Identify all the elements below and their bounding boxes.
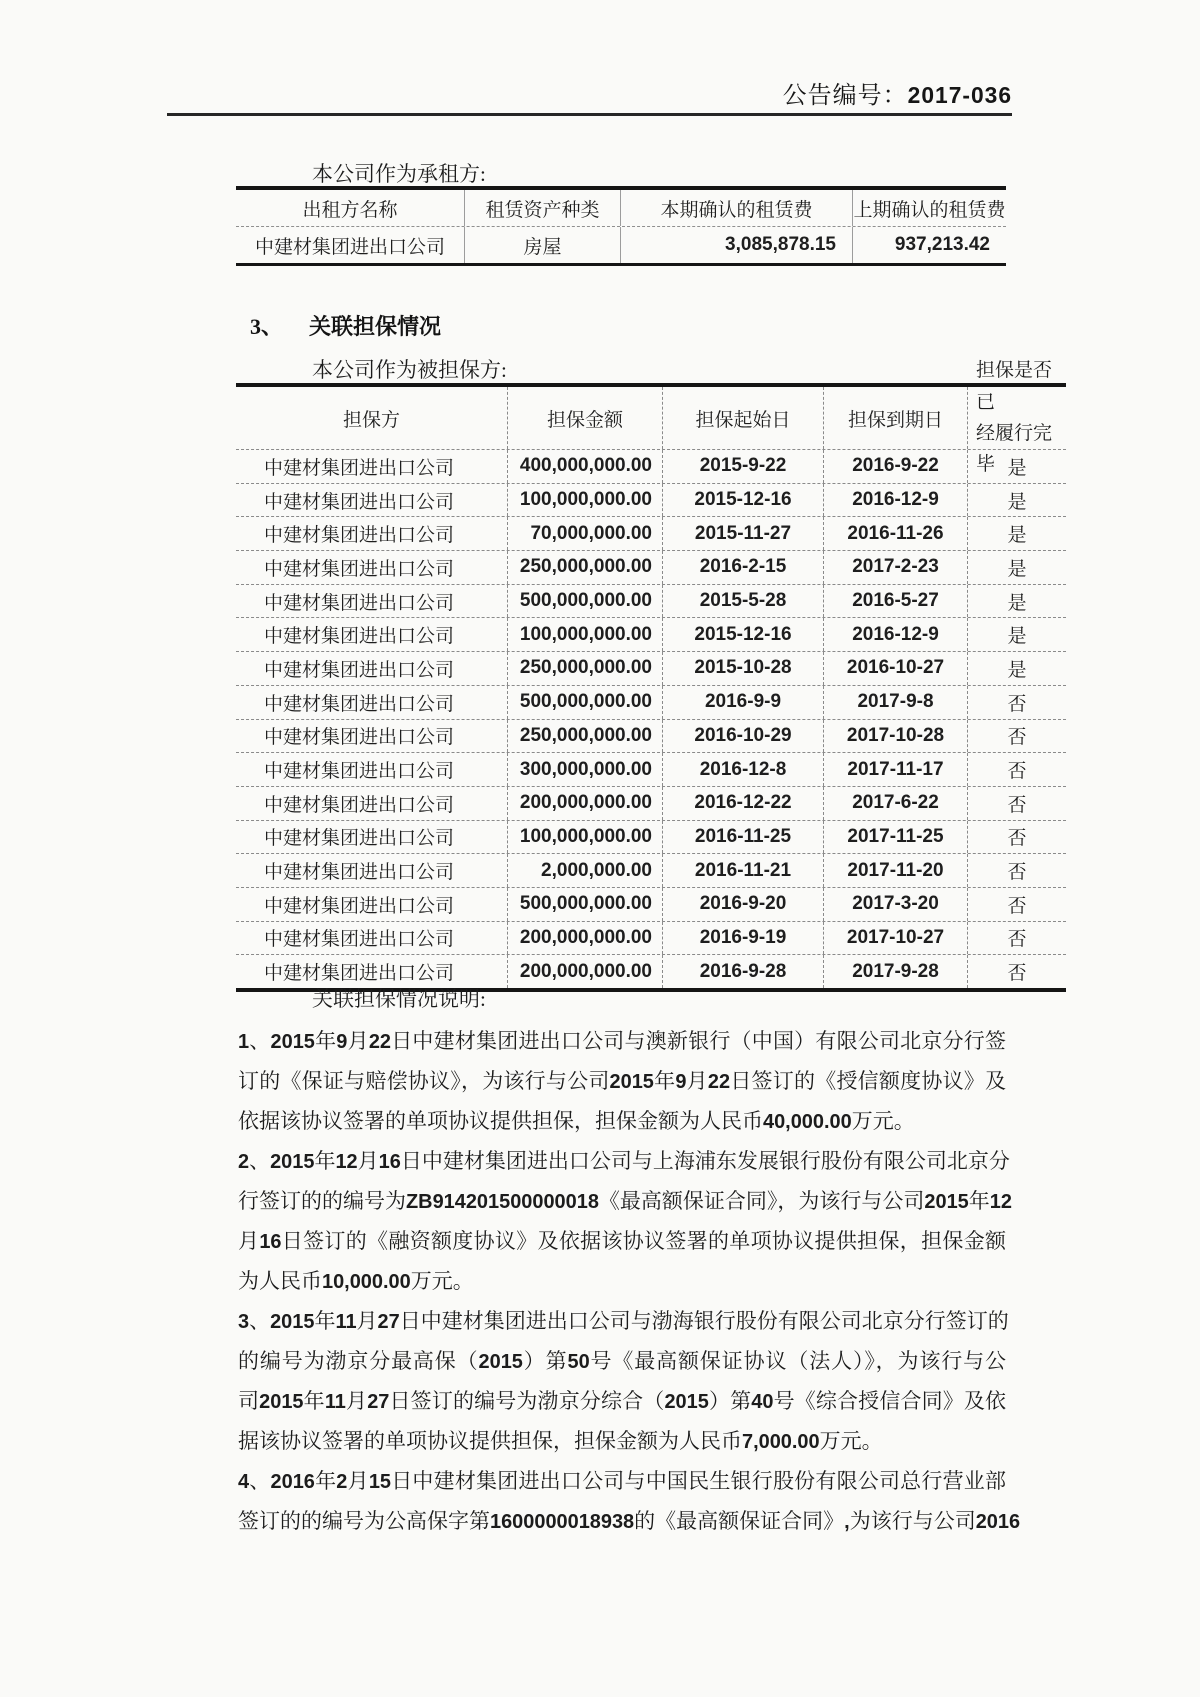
end-date-cell: 2017-10-28	[824, 720, 968, 753]
fulfilled-cell: 是	[1007, 558, 1027, 580]
guarantor-cell: 中建材集团进出口公司	[236, 888, 508, 921]
inline-number: 2016	[975, 1511, 1021, 1533]
note-paragraph-line: 的编号为渤京分最高保（2015）第50号《最高额保证协议（法人）》，为该行与公	[238, 1349, 1007, 1373]
inline-number: 12	[335, 1151, 358, 1173]
fulfilled-cell: 是	[1007, 659, 1027, 681]
guarantor-cell: 中建材集团进出口公司	[236, 787, 508, 820]
table-row	[236, 652, 1066, 686]
start-date-cell: 2016-11-21	[663, 854, 824, 887]
amount-cell: 250,000,000.00	[508, 720, 663, 753]
fulfilled-cell: 否	[1007, 929, 1027, 951]
inline-number: 11	[335, 1311, 357, 1333]
note-paragraph-line: 依据该协议签署的单项协议提供担保，担保金额为人民币40,000.00万元。	[238, 1109, 915, 1133]
table-row	[236, 955, 1066, 988]
fulfilled-cell: 是	[1007, 457, 1027, 479]
guarantor-cell: 中建材集团进出口公司	[236, 517, 508, 550]
start-date-cell: 2015-9-22	[663, 450, 824, 483]
note-paragraph-line: 月16日签订的《融资额度协议》及依据该协议签署的单项协议提供担保，担保金额	[238, 1229, 1007, 1253]
inline-number: 10,000.00	[322, 1271, 411, 1293]
inline-number: 22	[368, 1031, 391, 1053]
fulfilled-cell: 否	[1007, 761, 1027, 783]
inline-number: 40	[751, 1391, 774, 1413]
table-row	[236, 686, 1066, 720]
table-row	[236, 450, 1066, 484]
guarantor-cell: 中建材集团进出口公司	[236, 484, 508, 517]
fulfilled-cell: 否	[1007, 895, 1027, 917]
table-row	[236, 854, 1066, 888]
amount-cell: 70,000,000.00	[508, 517, 663, 550]
inline-number: 2015	[270, 1311, 315, 1333]
inline-number: 27	[367, 1391, 390, 1413]
start-date-header: 担保起始日	[663, 387, 824, 449]
note-paragraph-line: 4、2016年2月15日中建材集团进出口公司与中国民生银行股份有限公司总行营业部	[238, 1469, 1007, 1493]
fulfilled-cell: 否	[1007, 862, 1027, 884]
inline-number: 40,000.00	[763, 1111, 852, 1133]
start-date-cell: 2016-2-15	[663, 551, 824, 584]
start-date-cell: 2016-9-28	[663, 955, 824, 988]
section-number: 3、	[250, 314, 284, 339]
note-paragraph-line: 签订的的编号为公高保字第1600000018938的《最高额保证合同》,为该行与公司2016	[238, 1509, 1021, 1533]
amount-header: 担保金额	[508, 387, 663, 449]
inline-number: 4	[238, 1471, 250, 1493]
end-date-cell: 2017-9-28	[824, 955, 968, 988]
end-date-cell: 2017-9-8	[824, 686, 968, 719]
amount-cell: 300,000,000.00	[508, 753, 663, 786]
table-row	[236, 720, 1066, 754]
notes-label: 关联担保情况说明:	[312, 987, 486, 1011]
end-date-cell: 2017-10-27	[824, 922, 968, 955]
inline-number: 12	[989, 1191, 1012, 1213]
inline-number: 27	[377, 1311, 400, 1333]
guarantor-cell: 中建材集团进出口公司	[236, 450, 508, 483]
table-row	[236, 517, 1066, 551]
end-date-cell: 2017-3-20	[824, 888, 968, 921]
fulfilled-header-line1: 担保是否已	[976, 360, 1053, 413]
end-date-cell: 2017-11-17	[824, 753, 968, 786]
inline-number: 7,000.00	[742, 1431, 820, 1453]
end-date-header: 担保到期日	[824, 387, 968, 449]
inline-number: 9	[336, 1031, 348, 1053]
fulfilled-cell: 否	[1007, 794, 1027, 816]
section-title: 关联担保情况	[309, 314, 442, 339]
start-date-cell: 2016-9-19	[663, 922, 824, 955]
inline-number: 2	[336, 1471, 348, 1493]
note-paragraph-line: 行签订的的编号为ZB914201500000018《最高额保证合同》，为该行与公司2015年12	[238, 1189, 1012, 1213]
amount-cell: 200,000,000.00	[508, 955, 663, 988]
inline-number: 9	[675, 1071, 687, 1093]
note-paragraph-line: 2、2015年12月16日中建材集团进出口公司与上海浦东发展银行股份有限公司北京分	[238, 1149, 1010, 1173]
fulfilled-cell: 是	[1007, 491, 1027, 513]
inline-number: 2016	[270, 1471, 315, 1493]
amount-cell: 500,000,000.00	[508, 585, 663, 618]
current-fee-header: 本期确认的租赁费	[621, 190, 853, 226]
guarantor-cell: 中建材集团进出口公司	[236, 686, 508, 719]
guarantee-section-label: 本公司作为被担保方:	[312, 358, 507, 382]
guarantor-cell: 中建材集团进出口公司	[236, 854, 508, 887]
end-date-cell: 2016-12-9	[824, 618, 968, 651]
fulfilled-cell: 是	[1007, 592, 1027, 614]
inline-number: 15	[368, 1471, 391, 1493]
amount-cell: 500,000,000.00	[508, 888, 663, 921]
fulfilled-cell: 否	[1007, 693, 1027, 715]
start-date-cell: 2016-11-25	[663, 821, 824, 854]
inline-number: 2015	[270, 1151, 315, 1173]
inline-number: 22	[707, 1071, 731, 1093]
end-date-cell: 2017-6-22	[824, 787, 968, 820]
prior-fee-header: 上期确认的租赁费	[853, 199, 1006, 221]
fulfilled-cell: 否	[1007, 727, 1027, 749]
table-row	[236, 227, 1006, 263]
guarantor-cell: 中建材集团进出口公司	[236, 753, 508, 786]
inline-number: 16	[259, 1231, 282, 1253]
note-paragraph-line: 为人民币10,000.00万元。	[238, 1269, 474, 1293]
lease-table-header-row	[236, 190, 1006, 227]
end-date-cell: 2016-12-9	[824, 484, 968, 517]
inline-number: 2015	[259, 1391, 304, 1413]
section-heading	[250, 316, 441, 338]
end-date-cell: 2017-11-20	[824, 854, 968, 887]
start-date-cell: 2016-12-8	[663, 753, 824, 786]
table-row	[236, 618, 1066, 652]
header-rule	[167, 113, 1012, 116]
start-date-cell: 2015-5-28	[663, 585, 824, 618]
start-date-cell: 2016-12-22	[663, 787, 824, 820]
start-date-cell: 2016-10-29	[663, 720, 824, 753]
guarantor-cell: 中建材集团进出口公司	[236, 652, 508, 685]
amount-cell: 200,000,000.00	[508, 787, 663, 820]
inline-number: 16	[378, 1151, 401, 1173]
inline-number: 2015	[478, 1351, 523, 1373]
guarantor-cell: 中建材集团进出口公司	[236, 720, 508, 753]
fulfilled-header	[968, 360, 1066, 476]
note-paragraph-line: 司2015年11月27日签订的编号为渤京分综合（2015）第40号《综合授信合同》及依	[238, 1389, 1007, 1413]
start-date-cell: 2015-12-16	[663, 484, 824, 517]
guarantor-cell: 中建材集团进出口公司	[236, 551, 508, 584]
prior-fee-cell: 937,213.42	[894, 234, 990, 255]
fulfilled-cell: 否	[1007, 963, 1027, 985]
inline-number: 3	[238, 1311, 250, 1333]
amount-cell: 100,000,000.00	[508, 821, 663, 854]
amount-cell: 250,000,000.00	[508, 551, 663, 584]
inline-number: 11	[324, 1391, 346, 1413]
doc-number-label: 公告编号：	[782, 83, 908, 109]
note-paragraph-line: 订的《保证与赔偿协议》，为该行与公司2015年9月22日签订的《授信额度协议》及	[238, 1069, 1007, 1093]
fulfilled-header-line2: 经履行完毕	[976, 423, 1053, 476]
table-row	[236, 484, 1066, 518]
table-row	[236, 753, 1066, 787]
doc-number-value: 2017-036	[907, 82, 1012, 108]
amount-cell: 500,000,000.00	[508, 686, 663, 719]
end-date-cell: 2017-11-25	[824, 821, 968, 854]
inline-number: 2015	[609, 1071, 654, 1093]
amount-cell: 250,000,000.00	[508, 652, 663, 685]
end-date-cell: 2017-2-23	[824, 551, 968, 584]
table-row	[236, 551, 1066, 585]
amount-cell: 400,000,000.00	[508, 450, 663, 483]
guarantor-cell: 中建材集团进出口公司	[236, 955, 508, 988]
table-row	[236, 888, 1066, 922]
lease-table	[236, 186, 1006, 266]
inline-number: 1	[238, 1031, 250, 1053]
current-fee-cell: 3,085,878.15	[621, 227, 853, 263]
amount-cell: 100,000,000.00	[508, 484, 663, 517]
lessor-name-cell: 中建材集团进出口公司	[236, 227, 465, 263]
start-date-cell: 2015-11-27	[663, 517, 824, 550]
guarantor-cell: 中建材集团进出口公司	[236, 922, 508, 955]
note-paragraph-line: 3、2015年11月27日中建材集团进出口公司与渤海银行股份有限公司北京分行签订的	[238, 1309, 1009, 1333]
inline-number: 50	[567, 1351, 590, 1373]
amount-cell: 100,000,000.00	[508, 618, 663, 651]
guarantee-table-body	[236, 450, 1066, 988]
doc-number	[0, 84, 1012, 108]
inline-number: 2	[238, 1151, 250, 1173]
lease-section-label: 本公司作为承租方:	[312, 162, 486, 186]
inline-number: 2015	[270, 1031, 315, 1053]
asset-type-cell: 房屋	[465, 227, 621, 263]
end-date-cell: 2016-9-22	[824, 450, 968, 483]
fulfilled-cell: 是	[1007, 626, 1027, 648]
inline-number: ,	[844, 1511, 850, 1533]
table-row	[236, 585, 1066, 619]
note-paragraph-line: 据该协议签署的单项协议提供担保，担保金额为人民币7,000.00万元。	[238, 1429, 883, 1453]
guarantor-cell: 中建材集团进出口公司	[236, 821, 508, 854]
end-date-cell: 2016-11-26	[824, 517, 968, 550]
inline-number: 2015	[664, 1391, 709, 1413]
note-paragraph-line: 1、2015年9月22日中建材集团进出口公司与澳新银行（中国）有限公司北京分行签	[238, 1029, 1007, 1053]
start-date-cell: 2016-9-20	[663, 888, 824, 921]
end-date-cell: 2016-5-27	[824, 585, 968, 618]
amount-cell: 200,000,000.00	[508, 922, 663, 955]
guarantor-cell: 中建材集团进出口公司	[236, 618, 508, 651]
asset-type-header: 租赁资产种类	[465, 190, 621, 226]
start-date-cell: 2015-12-16	[663, 618, 824, 651]
start-date-cell: 2016-9-9	[663, 686, 824, 719]
notes-paragraphs	[238, 1021, 1021, 1541]
fulfilled-cell: 否	[1007, 828, 1027, 850]
table-row	[236, 787, 1066, 821]
inline-number: 1600000018938	[490, 1511, 635, 1533]
guarantor-cell: 中建材集团进出口公司	[236, 585, 508, 618]
guarantor-header: 担保方	[236, 387, 508, 449]
inline-number: ZB914201500000018	[406, 1191, 599, 1213]
end-date-cell: 2016-10-27	[824, 652, 968, 685]
amount-cell: 2,000,000.00	[508, 854, 663, 887]
start-date-cell: 2015-10-28	[663, 652, 824, 685]
inline-number: 2015	[924, 1191, 969, 1213]
table-row	[236, 922, 1066, 956]
table-row	[236, 821, 1066, 855]
fulfilled-cell: 是	[1007, 525, 1027, 547]
lessor-name-header: 出租方名称	[236, 190, 465, 226]
